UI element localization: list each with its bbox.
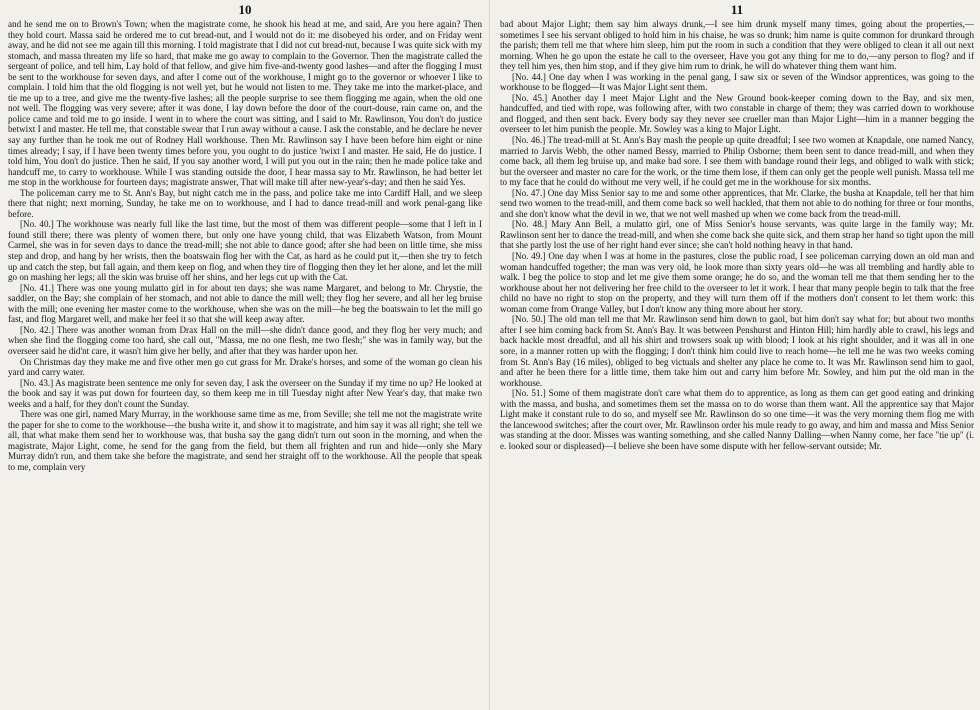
paragraph: [No. 46.] The tread-mill at St. Ann's Bay mash the people up quite dreadful; I see two women at Knapdale, one named Nancy, married to Jarvis Webb, the other named Bessy, married to Philip Osborne; them been sent to dance tread-mill, and when they come back, all them leg bruise up, and make bad sore. I see them with bandage round their legs, and obliged to walk with stick; but the overseer and master no care for the work, or the time them lose, if them can only get the people well punish. Massa tell me to my face that he could do without me very well, if he could get me in the workhouse for six months. [500,135,974,188]
paragraph: [No. 40.] The workhouse was nearly full like the last time, but the most of them was different people—some that I left in I found still there; there was plenty of women there, but only one have young child, that was Elizabeth Watson, from Mount Carmel, she was in for seven days to dance the tread-mill; she not able to dance good; after she had been on little time, she miss step and drop, and hang by her wrists, then the boatswain flog her with the Cat, as hard as he could put it,—then she try to fetch up and catch the step, but fall again, and them keep on flog, and when they tire of flogging then they let her alone, and let the mill go on mashing her legs; all the skin was bruise off her shins, and her legs cut up with the Cat. [8,219,482,283]
page-body [8,19,482,473]
paragraph: [No. 45.] Another day I meet Major Light and the New Ground book-keeper coming down to the Bay, and six men, handcuffed, and tied with rope, was following after, with two constable in charge of them; they was carried down to workhouse and flogged, and then sent back. Every body say they never see crueller man than Major Light—him in a manner begging the overseer to let him punish the people. Mr. Sowley was a king to Major Light. [500,92,974,135]
paragraph: [No. 41.] There was one young mulatto girl in for about ten days; she was name Margaret, and belong to Mr. Chrystie, the saddler, on the Bay; she complain of her stomach, and not able to dance the mill well; they flog her severe, and all her leg bruise with the mill; one evening her master come to the workhouse, when she was on the mill—he beg the boatswain to let the mill go fast, and flog Margaret well, and make her feel it so that she will keep away after. [8,282,482,325]
page-number: 11 [730,2,744,17]
paragraph: [No. 43.] As magistrate been sentence me only for seven day, I ask the overseer on the Sunday if my time no up? He looked at the book and say it was put down for fourteen day, so them keep me in till Tuesday night after New Year's day, that make two weeks and a half, for they don't count the Sunday. [8,377,482,409]
paragraph: bad about Major Light; them say him always drunk,—I see him drunk myself many times, going about the properties,—sometimes I see his servant obliged to hold him in his chaise, he was so drunk; him name is quite common for drunkard through the parish; them tell me that where him sleep, him put the room in such a condition that they were obliged to clean it all out next morning. When he go upon the estate he call to the overseer, Have you got any thing for me to do,—any person to flog? and if they tell him yes, then him stop, and if they give him rum to drink, he will do whatever thing them want him. [500,19,974,72]
paragraph: There was one girl, named Mary Murray, in the workhouse same time as me, from Seville; she tell me not the magistrate write the paper for she to come to the workhouse—the busha write it, and show it to magistrate, and him say it was all right; she tell we all, that what make them send her to workhouse was, that busha say the gang didn't turn out soon in the morning, and when the magistrate, Major Light, come, he send for the gang from the field, but them all frighten and run and hide—only she Mary Murray didn't run, and them take she before the magistrate, and send her straight off to the workhouse. All the people that speak to me, complain very [8,409,482,472]
paragraph: [No. 42.] There was another woman from Drax Hall on the mill—she didn't dance good, and they flog her very much; and when she find the flogging come too hard, she call out, "Massa, me no one flesh, me two flesh;" she was in family way, but the overseer said he did'nt care, it wasn't him give her belly, and after that they was harder upon her. [8,324,482,356]
paragraph: [No. 47.] One day Miss Senior say to me and some other apprentices, that Mr. Clarke, the busha at Knapdale, tell her that him send two women to the tread-mill, and them come back so well hackled, that them not able to do nothing for three or four months, and she don't know what the devil in we, that we not well mashed up when we come back from the tread-mill. [500,187,974,219]
paragraph: [No. 50.] The old man tell me that Mr. Rawlinson send him down to gaol, but him don't say what for; but about two months after I see him coming back from St. Ann's Bay. It was between Penshurst and Hinton Hill; him hardly able to crawl, his legs and back hackle most dreadful, and all his shirt and trowsers soak up with blood; I look at his right shoulder, and it was all in one sore, in a manner rotten up with the flogging; I don't think him could live to reach home—he tell me he was two weeks coming from St. Ann's Bay (16 miles), obliged to beg victuals and shelter any place he come to. It was Mr. Rawlinson send him to gaol, and after he been there for a little time, them take him out and carry him before Mr. Sowley, and him put the old man in the workhouse. [500,314,974,388]
paragraph: [No. 48.] Mary Ann Bell, a mulatto girl, one of Miss Senior's house servants, was quite large in the family way; Mr. Rawlinson sent her to dance the tread-mill, and when she come back she quite sick, and them strap her hand so tight upon the mill that she partly lost the use of her right hand ever since; she can't hold nothing heavy in that hand. [500,219,974,251]
right-page [500,0,974,710]
left-page [8,0,482,710]
paragraph: On Christmas day they make me and five other men go cut grass for Mr. Drake's horses, and some of the woman go clean his yard and carry water. [8,356,482,378]
page-body [500,19,974,451]
paragraph: [No. 51.] Some of them magistrate don't care what them do to apprentice, as long as them can get good eating and drinking with the massa, and busha, and sometimes them set the massa on to do worse than them want. All the apprentice say that Major Light make it constant rule to do so, and myself see Mr. Rawlinson do so one time—it was the very morning them flog me with the lancewood switches; after the court over, Mr. Rawlinson order his mule ready to go away, and him and massa and Miss Senior was standing at the door. Misses was wanting something, and she called Nanny Dalling—when Nanny come, her face "tie up" (i. e. looked sour or displeased)—I believe she been have some dispute with her fellow-servant outside; Mr. [500,388,974,451]
paragraph: The policeman carry me to St. Ann's Bay, but night catch me in the pass, and police take me into Cardiff Hall, and we sleep there that night; next morning, Sunday, he take me on to workhouse, and I had to dance tread-mill and work penal-gang like before. [8,187,482,219]
page-number: 10 [238,2,252,17]
paragraph: and he send me on to Brown's Town; when the magistrate come, he shook his head at me, and said, Are you here again? Then they hold court. Massa said he ordered me to cut bread-nut, and I would not do it: me disobeyed his order, and on Friday went away, and he did not see me again till this morning. I told magistrate that I did not cut bread-nut, because I was quite sick with my stomach, and massa threaten my life so hard, that make me go away to complain to the Governor. Then the magistrate called the sergeant of police, and tell him, Lay hold of that fellow, and give him five-and-twenty good lashes—and after the flogging I must be sent to the workhouse for seven days, and after I come out of the workhouse, I might go to the governor or whoever I like to complain. I told him that the old flogging is not well yet, but he would not listen to me. They take me into the market-place, and tie me up to a tree, and give me the twenty-five lashes; all the people surprise to see them flogging me again, when the old one not well. The flogging was very severe; after it was done, I lay down before the door of the court-douse, rain came on, and the police came and told me to go inside. I went in to where the court was sitting, and I said to Mr. Rawlinson, You don't do justice betwixt I and master. He tell me, that constable swear that I run away without a cause. I ask the constable, and he declare he never say any further than he took me out of Rodney Hall workhouse. Then Mr. Rawlinson say I have been before him eight or nine times already; I say, if I have been twenty times before you, you ought to do justice 'twixt I and master. He said, He do justice. I told him, You don't do justice. Then he said, If you say another word, I will put you out in the rain; then he made police take and handcuff me, to carry to workhouse. While I was standing outside the door, I hear massa say to Mr. Rawlinson, he had better let me stop in the workhouse for fourteen days; magistrate answer, That will make till after new-year's-day; and then he said Yes. [8,19,482,188]
page-gutter [489,0,490,710]
paragraph: [No. 49.] One day when I was at home in the pastures, close the public road, I see policeman carrying down an old man and woman handcuffed together; the man was very old, he look more than sixty years old—he was all trembling and hardly able to walk. I beg the police to stop and let me give them some orange; he do so, and the woman tell me that them sending her to the workhouse about her not delivering her free child to the overseer to let it work. I hear that many people begin to talk that the free child no have no right to stop on the property, and they will turn them off if the mothers don't consent to let them work: this woman come from Orange Valley, but I don't know any thing more about her story. [500,251,974,314]
paragraph: [No. 44.] One day when I was working in the penal gang, I saw six or seven of the Windsor apprentices, was going to the workhouse to be flogged—It was Major Light sent them. [500,71,974,93]
